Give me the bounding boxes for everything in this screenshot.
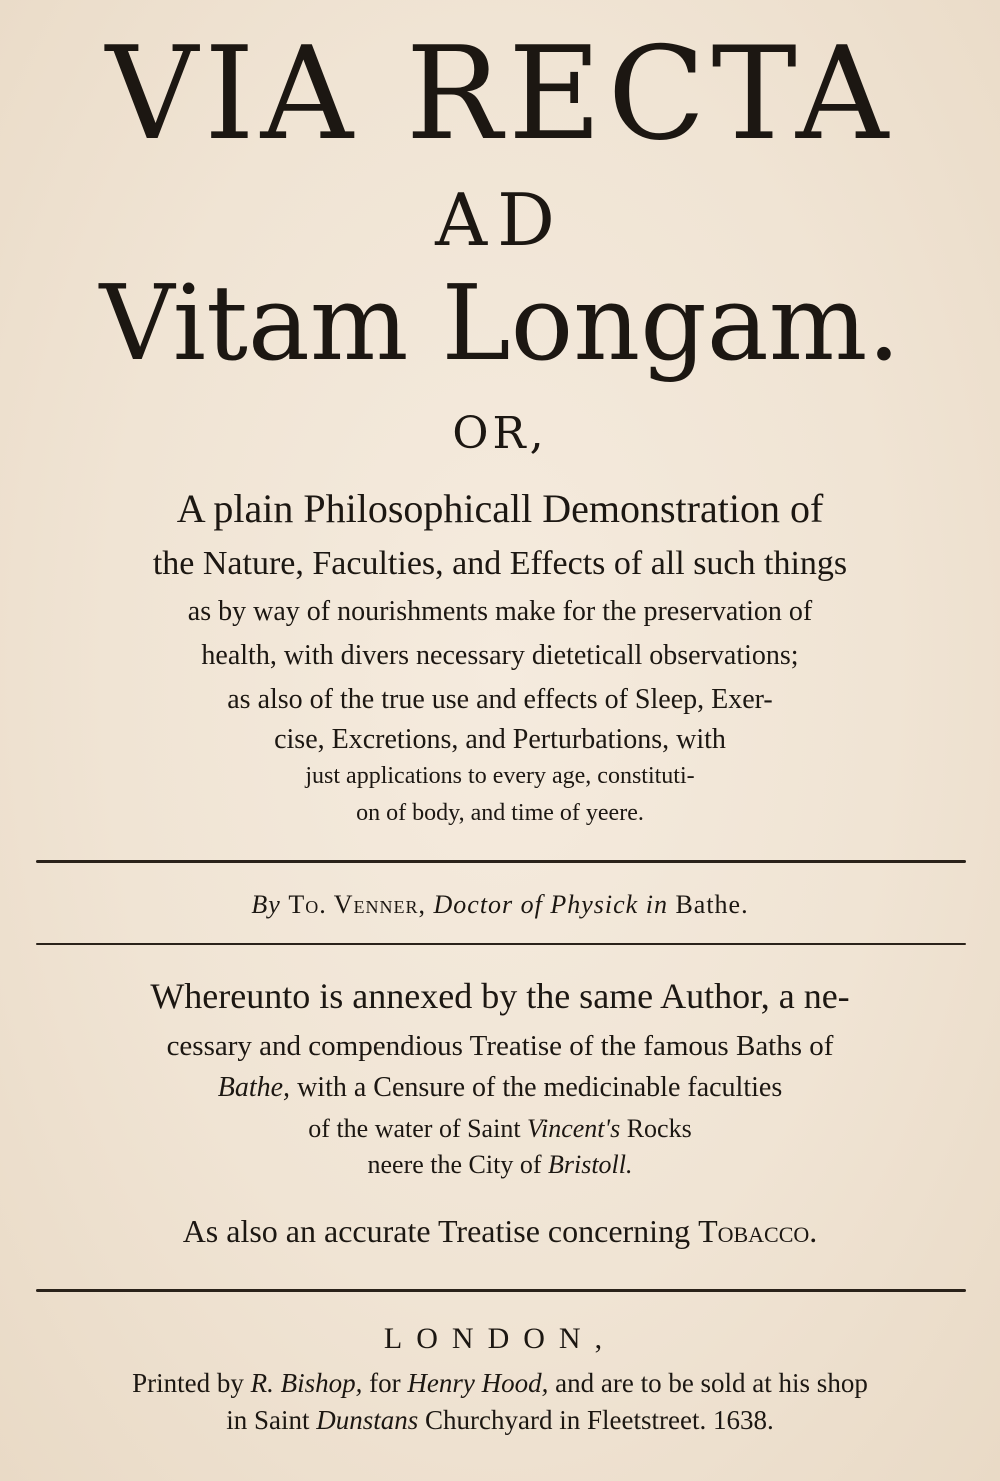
divider-rule (36, 943, 966, 945)
description-line: as by way of nourishments make for the preservation of (187, 596, 813, 627)
imprint-city: LONDON, (383, 1322, 617, 1355)
description-line: A plain Philosophicall Demonstration of (176, 486, 824, 531)
imprint-text: and are to be sold at his shop (548, 1368, 868, 1398)
description-line: on of body, and time of yeere. (356, 800, 644, 826)
author-byline (0, 890, 1000, 920)
description-line: just applications to every age, constituti- (305, 763, 695, 789)
imprint-text: Printed by (132, 1368, 251, 1398)
annex-text: of the water of Saint (308, 1114, 528, 1143)
imprint-publisher: Henry Hood, (407, 1368, 549, 1398)
imprint-text: Churchyard in Fleetstreet. 1638. (418, 1405, 774, 1435)
annex-line (0, 1150, 1000, 1180)
description-line: health, with divers necessary dieteticall observations; (201, 640, 799, 671)
annex-vincents: Vincent's (527, 1114, 621, 1143)
annex-line (0, 1114, 1000, 1144)
divider-rule (36, 860, 966, 863)
author-role: Doctor of Physick in (433, 890, 668, 919)
title-line-via-recta: VIA RECTA (105, 20, 895, 169)
imprint-line (0, 1368, 1000, 1399)
imprint-printer: R. Bishop, (250, 1368, 363, 1398)
tobacco-word: Tobacco. (698, 1213, 818, 1249)
title-line-or: OR, (452, 408, 548, 459)
annex-line: Whereunto is annexed by the same Author, a ne- (150, 976, 850, 1016)
annex-bristoll: Bristoll. (547, 1150, 633, 1179)
description-line: the Nature, Faculties, and Effects of all such things (152, 545, 848, 582)
annex-text: with a Censure of the medicinable faculties (290, 1072, 783, 1103)
imprint-text: in Saint (226, 1405, 317, 1435)
description-line: cise, Excretions, and Perturbations, with (274, 724, 726, 755)
annex-line (0, 1072, 1000, 1104)
author-place: Bathe. (675, 890, 749, 919)
annex-bathe: Bathe, (217, 1072, 291, 1103)
imprint-dunstans: Dunstans (316, 1405, 419, 1435)
annex-text: neere the City of (367, 1150, 548, 1179)
title-line-vitam-longam: Vitam Longam. (99, 262, 901, 384)
annex-text: Rocks (620, 1114, 692, 1143)
divider-rule (36, 1289, 966, 1292)
imprint-text: for (362, 1368, 408, 1398)
imprint-line (0, 1405, 1000, 1436)
annex-line: cessary and compendious Treatise of the famous Baths of (166, 1030, 834, 1062)
tobacco-line (0, 1213, 1000, 1250)
tobacco-text: As also an accurate Treatise concerning (182, 1213, 699, 1249)
byline-by: By (251, 890, 281, 919)
description-line: as also of the true use and effects of Sleep, Exer- (227, 684, 773, 715)
title-line-ad: AD (435, 178, 565, 262)
author-name: To. Venner, (288, 890, 426, 919)
